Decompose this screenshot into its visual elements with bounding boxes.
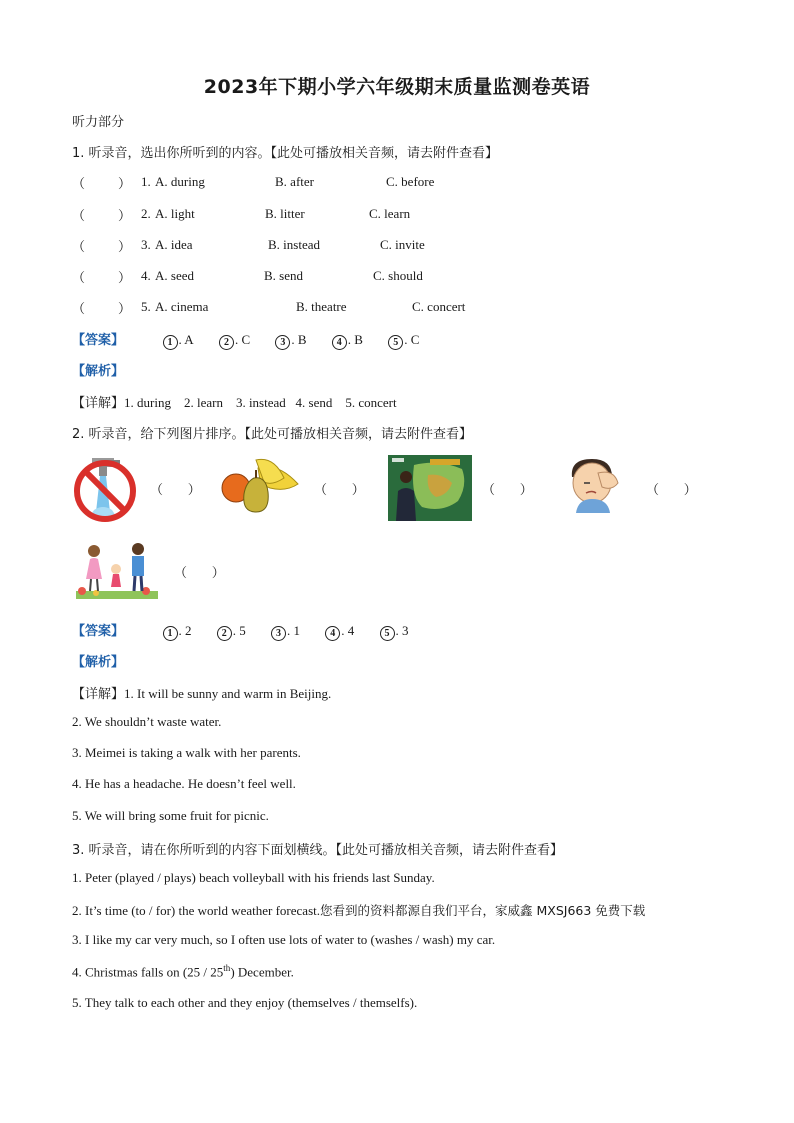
option-a: A. cinema [155, 299, 209, 314]
bracket-close: ） [118, 240, 132, 255]
answer-item [388, 332, 419, 350]
watermark-text: 您看到的资料都源自我们平台，家威鑫 MXSJ663 免费下载 [320, 903, 646, 918]
order-blank[interactable]: （ ） [174, 566, 225, 581]
item-number: 3. [141, 237, 151, 252]
option-c: C. invite [380, 237, 425, 252]
q2-detail-2: 2. We shouldn’t waste water. [72, 714, 222, 729]
circled-number: 2 [219, 335, 234, 350]
option-c: C. should [373, 268, 423, 283]
answer-tag: 【答案】 [72, 333, 125, 348]
item-number: 1. [141, 174, 151, 189]
detail-tag: 【详解】 [72, 687, 125, 702]
page-title: 2023年下期小学六年级期末质量监测卷英语 [203, 76, 591, 98]
answer-tag: 【答案】 [72, 624, 125, 639]
answer-value: . B [291, 332, 307, 347]
q2-answer-row [72, 620, 431, 641]
order-blank[interactable]: （ ） [646, 483, 697, 498]
bracket-open: （ [72, 302, 86, 317]
option-c: C. concert [412, 299, 466, 314]
circled-number: 4 [325, 626, 340, 641]
q2-detail-3: 3. Meimei is taking a walk with her parents. [72, 745, 301, 760]
order-blank[interactable]: （ ） [314, 483, 365, 498]
headache-boy-icon [562, 455, 628, 515]
q3-line-2 [72, 901, 645, 919]
line-end: ) December. [230, 964, 294, 980]
bracket-close: ） [118, 302, 132, 317]
bracket-open: （ [72, 177, 86, 192]
circled-number: 3 [271, 626, 286, 641]
circled-number: 2 [217, 626, 232, 641]
option-b: B. instead [268, 237, 320, 252]
q3-line-1: 1. Peter (played / plays) beach volleyball with his friends last Sunday. [72, 870, 435, 885]
answer-value: . A [178, 332, 194, 347]
bracket-close: ） [118, 209, 132, 224]
option-b: B. send [264, 268, 303, 283]
option-c: C. learn [369, 206, 411, 221]
answer-item [219, 332, 250, 350]
answer-value: . 1 [287, 623, 301, 638]
answer-value: . C [234, 332, 251, 347]
option-c: C. before [386, 174, 435, 189]
answer-item [332, 332, 363, 350]
answer-item [271, 623, 300, 641]
weather-forecast-icon [388, 455, 472, 521]
superscript: th [223, 963, 231, 973]
bracket-close: ） [118, 271, 132, 286]
family-walk-icon [76, 541, 158, 599]
answer-value: . 5 [232, 623, 246, 638]
answer-item [163, 623, 192, 641]
answer-value: . 4 [341, 623, 355, 638]
option-b: B. litter [265, 206, 305, 221]
answer-item [217, 623, 246, 641]
circled-number: 5 [388, 335, 403, 350]
bracket-close: ） [118, 177, 132, 192]
item-number: 2. [141, 206, 151, 221]
line-text: 4. Christmas falls on (25 / 25 [72, 964, 224, 980]
q3-line-4 [72, 963, 294, 980]
fruit-icon [220, 456, 302, 514]
analysis-tag: 【解析】 [72, 655, 125, 670]
circled-number: 1 [163, 335, 178, 350]
answer-value: . 2 [178, 623, 192, 638]
order-blank[interactable]: （ ） [482, 483, 533, 498]
detail-text: 1. It will be sunny and warm in Beijing. [124, 686, 332, 701]
option-a: A. idea [155, 237, 193, 252]
item-number: 4. [141, 268, 151, 283]
detail-text: 1. during 2. learn 3. instead 4. send 5. concert [124, 395, 397, 410]
q3-line-3: 3. I like my car very much, so I often use lots of water to (washes / wash) my car. [72, 932, 496, 947]
q1-detail [72, 392, 397, 411]
bracket-open: （ [72, 240, 86, 255]
q3-instruction: 3. 听录音，请在你所听到的内容下面划横线。【此处可播放相关音频，请去附件查看】 [72, 843, 564, 858]
order-blank[interactable]: （ ） [150, 483, 201, 498]
line-text: 2. It’s time (to / for) the world weather forecast. [72, 903, 320, 918]
answer-item [325, 623, 354, 641]
q2-detail-5: 5. We will bring some fruit for picnic. [72, 808, 269, 823]
answer-item [163, 332, 194, 350]
answer-value: . C [404, 332, 420, 347]
answer-item [380, 623, 409, 641]
q3-line-5: 5. They talk to each other and they enjoy (themselves / themselfs). [72, 995, 418, 1010]
circled-number: 5 [380, 626, 395, 641]
circled-number: 4 [332, 335, 347, 350]
analysis-tag: 【解析】 [72, 364, 125, 379]
section-title: 听力部分 [72, 115, 125, 130]
q2-detail-4: 4. He has a headache. He doesn’t feel well. [72, 776, 296, 791]
answer-item [275, 332, 306, 350]
option-b: B. after [275, 174, 314, 189]
no-water-icon [72, 456, 138, 522]
q2-detail-1 [72, 683, 331, 702]
item-number: 5. [141, 299, 151, 314]
circled-number: 3 [275, 335, 290, 350]
q1-instruction: 1. 听录音，选出你所听到的内容。【此处可播放相关音频，请去附件查看】 [72, 146, 499, 161]
detail-tag: 【详解】 [72, 396, 125, 411]
q2-instruction: 2. 听录音，给下列图片排序。【此处可播放相关音频，请去附件查看】 [72, 427, 473, 442]
q1-answer-row [72, 329, 441, 350]
option-a: A. seed [155, 268, 194, 283]
option-a: A. during [155, 174, 205, 189]
circled-number: 1 [163, 626, 178, 641]
answer-value: . 3 [395, 623, 409, 638]
option-b: B. theatre [296, 299, 347, 314]
bracket-open: （ [72, 209, 86, 224]
option-a: A. light [155, 206, 195, 221]
bracket-open: （ [72, 271, 86, 286]
answer-value: . B [347, 332, 363, 347]
